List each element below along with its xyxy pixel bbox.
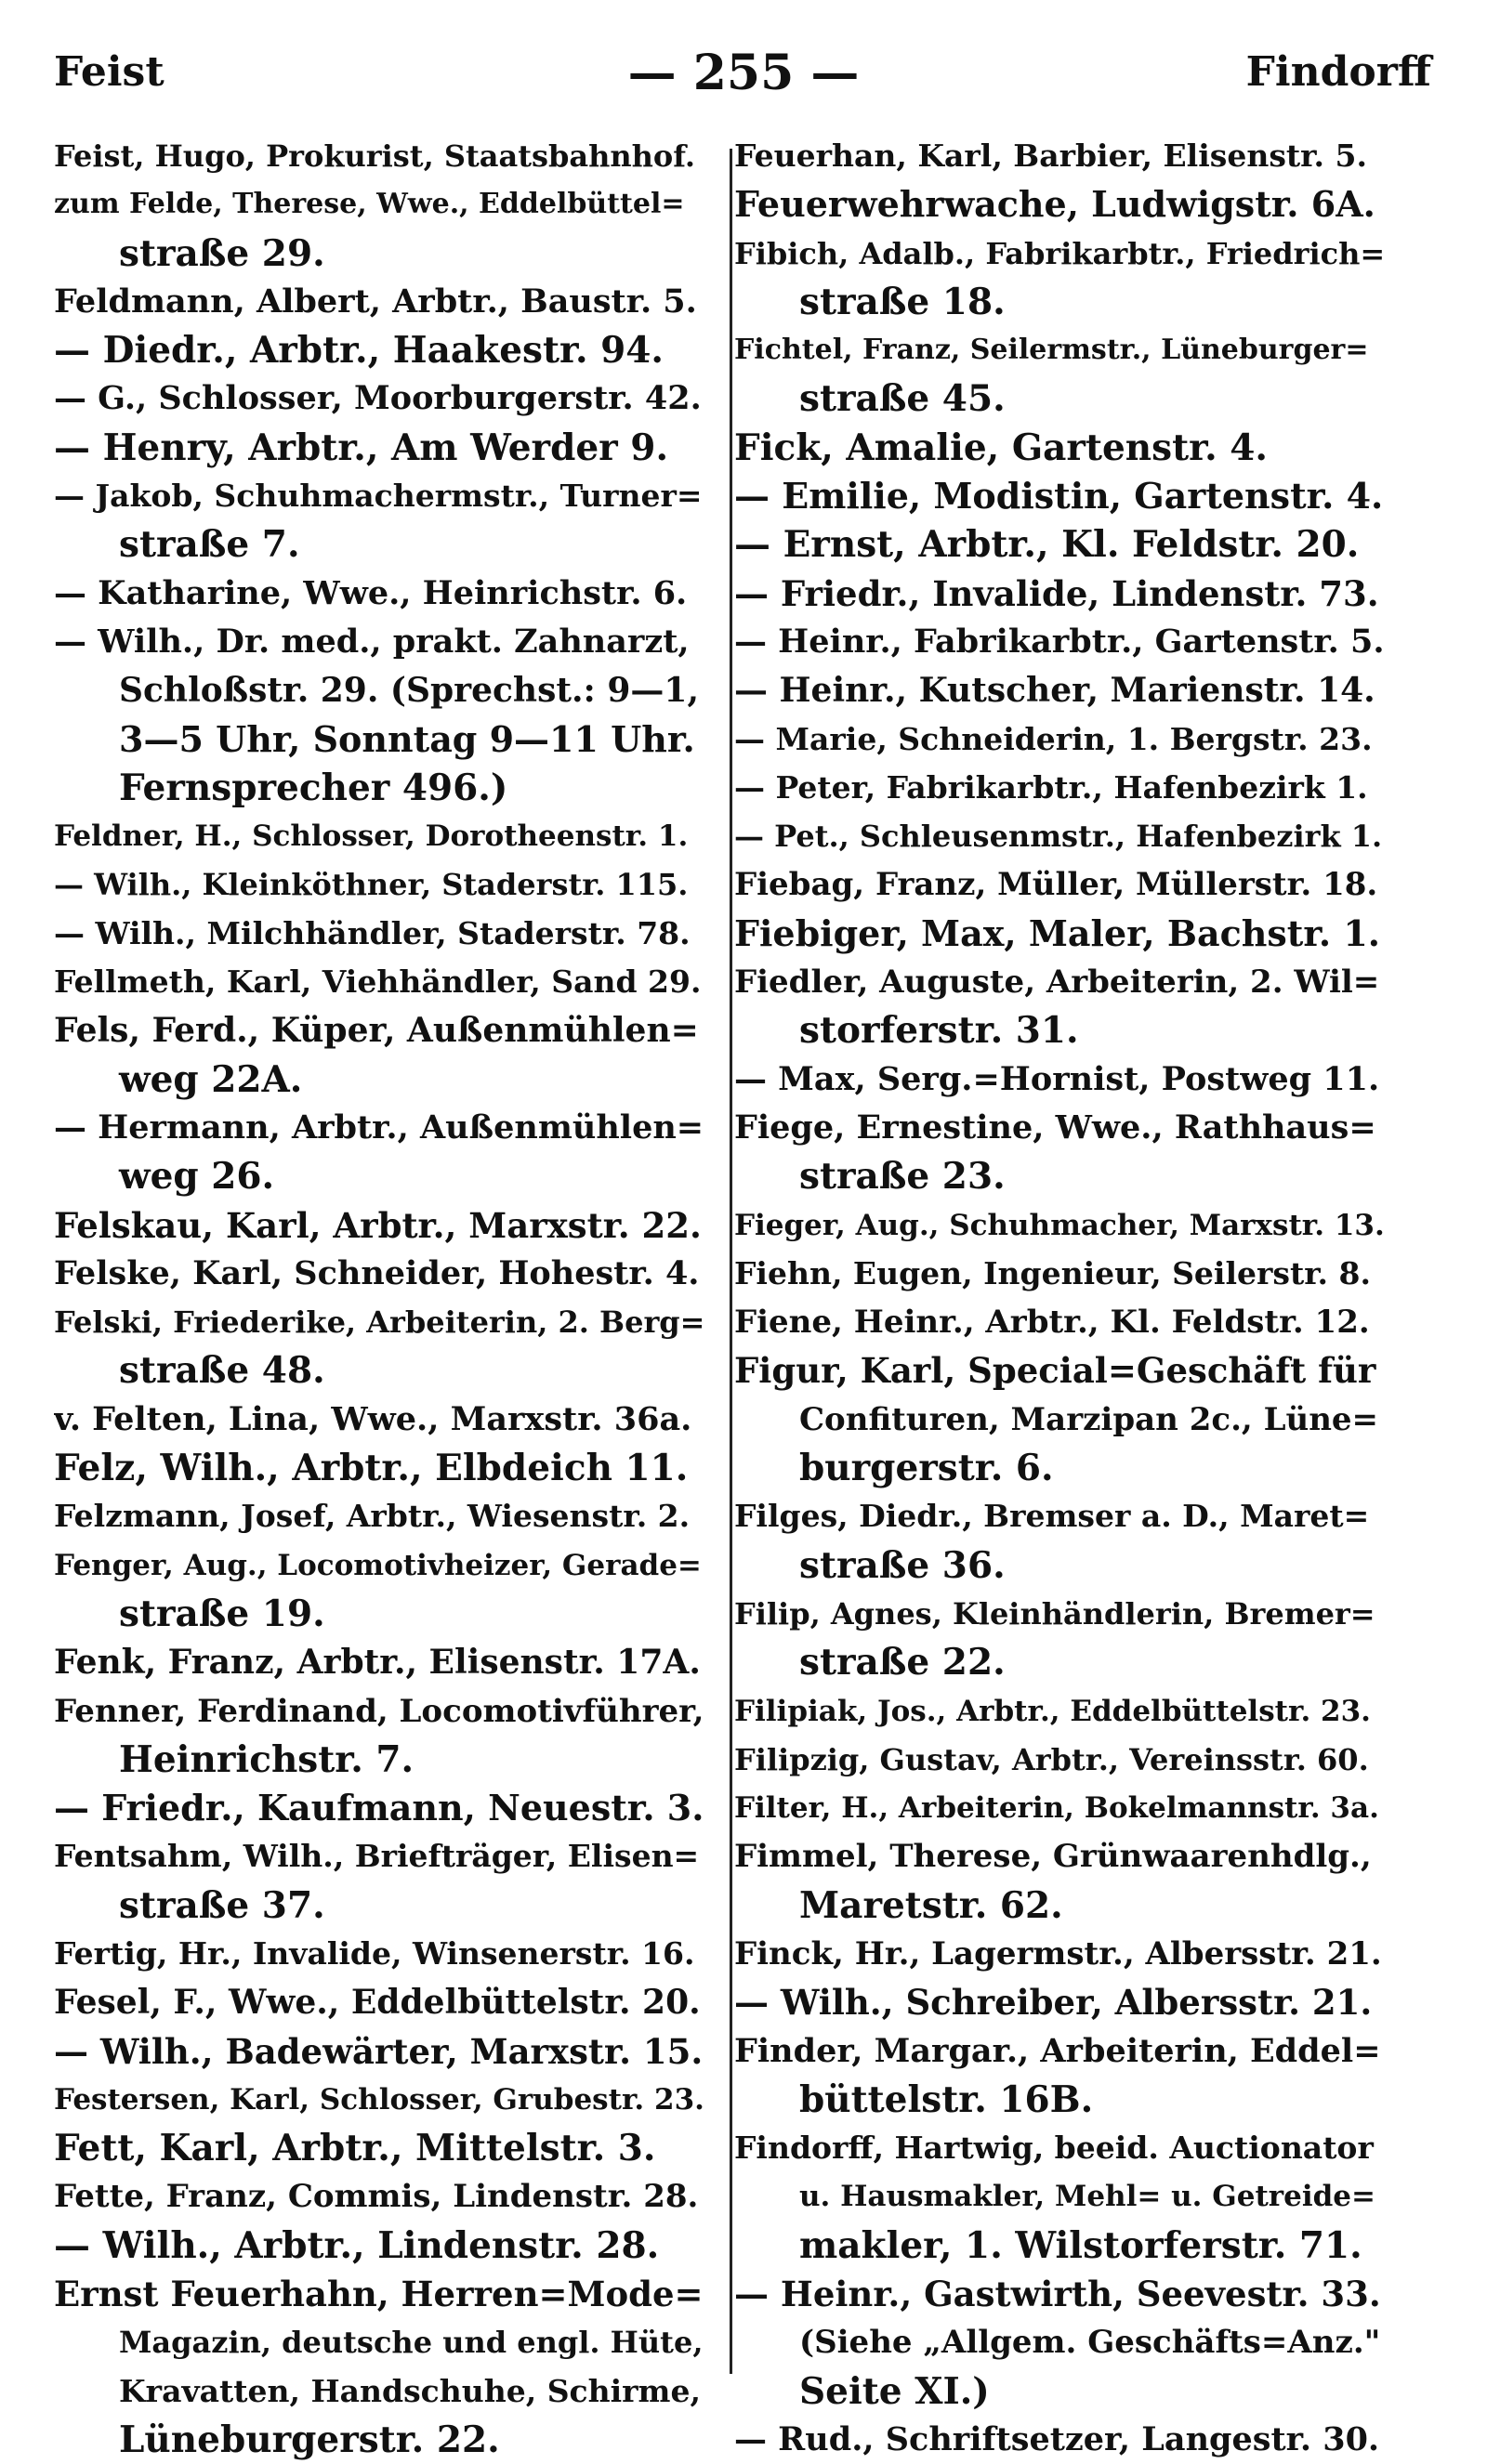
- directory-line: — Wilh., Milchhändler, Staderstr. 78.: [54, 914, 691, 951]
- directory-line: Fiehn, Eugen, Ingenieur, Seilerstr. 8.: [734, 1254, 1371, 1291]
- directory-line: Fiebag, Franz, Müller, Müllerstr. 18.: [734, 866, 1378, 904]
- directory-line: Fenk, Franz, Arbtr., Elisenstr. 17A.: [54, 1643, 701, 1683]
- directory-line: — Heinr., Fabrikarbtr., Gartenstr. 5.: [734, 622, 1385, 661]
- directory-line: Ernst Feuerhahn, Herren=Mode=: [54, 2274, 704, 2315]
- directory-line: Fibich, Adalb., Fabrikarbtr., Friedrich=: [734, 235, 1385, 271]
- directory-line: — Peter, Fabrikarbtr., Hafenbezirk 1.: [734, 768, 1368, 806]
- directory-line: storferstr. 31.: [799, 1009, 1079, 1053]
- directory-line: u. Hausmakler, Mehl= u. Getreide=: [799, 2180, 1375, 2214]
- directory-line: Lüneburgerstr. 22.: [119, 2418, 500, 2461]
- directory-line: — Hermann, Arbtr., Außenmühlen=: [54, 1107, 704, 1147]
- directory-line: Fett, Karl, Arbtr., Mittelstr. 3.: [54, 2127, 656, 2170]
- directory-line: (Siehe „Allgem. Geschäfts=Anz.": [799, 2324, 1381, 2362]
- directory-line: Figur, Karl, Special=Geschäft für: [734, 1350, 1376, 1392]
- directory-line: Fesel, F., Wwe., Eddelbüttelstr. 20.: [54, 1983, 701, 2023]
- directory-line: Findorff, Hartwig, beeid. Auctionator: [734, 2130, 1374, 2167]
- directory-line: — Wilh., Kleinköthner, Staderstr. 115.: [54, 867, 689, 903]
- directory-line: straße 18.: [799, 280, 1006, 323]
- directory-line: Filipzig, Gustav, Arbtr., Vereinsstr. 60.: [734, 1741, 1369, 1777]
- directory-line: v. Felten, Lina, Wwe., Marxstr. 36a.: [54, 1399, 692, 1438]
- directory-line: straße 29.: [119, 231, 325, 275]
- directory-line: burgerstr. 6.: [799, 1447, 1054, 1490]
- directory-line: — G., Schlosser, Moorburgerstr. 42.: [54, 379, 702, 418]
- directory-line: Heinrichstr. 7.: [119, 1737, 415, 1781]
- directory-line: weg 22A.: [119, 1057, 303, 1101]
- directory-line: Fichtel, Franz, Seilermstr., Lüneburger=: [734, 334, 1369, 367]
- directory-line: Filges, Diedr., Bremser a. D., Maret=: [734, 1498, 1370, 1535]
- directory-line: makler, 1. Wilstorferstr. 71.: [799, 2223, 1362, 2267]
- left-column: [54, 132, 704, 2464]
- directory-line: Festersen, Karl, Schlosser, Grubestr. 23.: [54, 2082, 704, 2117]
- directory-line: Fellmeth, Karl, Viehhändler, Sand 29.: [54, 963, 702, 1001]
- directory-line: — Jakob, Schuhmachermstr., Turner=: [54, 478, 703, 515]
- directory-line: straße 19.: [119, 1592, 325, 1635]
- directory-line: Felski, Friederike, Arbeiterin, 2. Berg=: [54, 1304, 704, 1341]
- directory-line: zum Felde, Therese, Wwe., Eddelbüttel=: [54, 188, 685, 221]
- directory-line: Feist, Hugo, Prokurist, Staatsbahnhof.: [54, 138, 696, 174]
- directory-line: Fiedler, Auguste, Arbeiterin, 2. Wil=: [734, 963, 1380, 1002]
- directory-line: Fentsahm, Wilh., Briefträger, Elisen=: [54, 1838, 700, 1875]
- directory-line: Felskau, Karl, Arbtr., Marxstr. 22.: [54, 1204, 702, 1246]
- directory-line: — Max, Serg.=Hornist, Postweg 11.: [734, 1059, 1380, 1098]
- page-number: — 255 —: [627, 45, 860, 101]
- directory-line: Fick, Amalie, Gartenstr. 4.: [734, 426, 1268, 469]
- directory-line: Confituren, Marzipan 2c., Lüne=: [799, 1400, 1379, 1438]
- directory-line: Fette, Franz, Commis, Lindenstr. 28.: [54, 2178, 699, 2216]
- directory-line: Feldmann, Albert, Arbtr., Baustr. 5.: [54, 282, 697, 321]
- directory-line: straße 37.: [119, 1883, 325, 1927]
- directory-line: Schloßstr. 29. (Sprechst.: 9—1,: [119, 671, 699, 711]
- directory-line: Fimmel, Therese, Grünwaarenhdlg.,: [734, 1838, 1372, 1876]
- directory-line: straße 36.: [799, 1543, 1006, 1587]
- column-divider: [730, 149, 732, 2374]
- directory-line: Felzmann, Josef, Arbtr., Wiesenstr. 2.: [54, 1498, 691, 1535]
- directory-line: — Wilh., Dr. med., prakt. Zahnarzt,: [54, 622, 690, 661]
- directory-line: Fernsprecher 496.): [119, 766, 508, 809]
- directory-line: Finder, Margar., Arbeiterin, Eddel=: [734, 2031, 1381, 2070]
- directory-line: Filip, Agnes, Kleinhändlerin, Bremer=: [734, 1595, 1375, 1632]
- directory-line: — Heinr., Kutscher, Marienstr. 14.: [734, 671, 1375, 711]
- directory-line: — Katharine, Wwe., Heinrichstr. 6.: [54, 573, 688, 612]
- directory-line: straße 23.: [799, 1155, 1006, 1199]
- header-right-keyword: Findorff: [1245, 48, 1431, 96]
- directory-line: Fenner, Ferdinand, Locomotivführer,: [54, 1692, 704, 1730]
- directory-line: Fertig, Hr., Invalide, Winsenerstr. 16.: [54, 1934, 695, 1972]
- directory-line: — Wilh., Schreiber, Albersstr. 21.: [734, 1982, 1373, 2024]
- directory-line: Fenger, Aug., Locomotivheizer, Gerade=: [54, 1548, 702, 1582]
- directory-line: Feuerhan, Karl, Barbier, Elisenstr. 5.: [734, 138, 1367, 174]
- right-column: [734, 132, 1385, 2464]
- directory-line: straße 7.: [119, 523, 300, 567]
- directory-line: Feuerwehrwache, Ludwigstr. 6A.: [734, 183, 1375, 226]
- header-left-keyword: Feist: [54, 48, 164, 96]
- directory-line: Kravatten, Handschuhe, Schirme,: [119, 2372, 701, 2409]
- directory-line: — Rud., Schriftsetzer, Langestr. 30.: [734, 2419, 1380, 2458]
- directory-line: Magazin, deutsche und engl. Hüte,: [119, 2325, 704, 2361]
- directory-line: straße 45.: [799, 377, 1006, 421]
- directory-line: Fiene, Heinr., Arbtr., Kl. Feldstr. 12.: [734, 1304, 1370, 1342]
- directory-line: — Friedr., Invalide, Lindenstr. 73.: [734, 572, 1379, 614]
- directory-line: straße 22.: [799, 1641, 1006, 1684]
- directory-line: — Wilh., Badewärter, Marxstr. 15.: [54, 2030, 704, 2072]
- page-header: [0, 0, 1487, 139]
- directory-line: Feldner, H., Schlosser, Dorotheenstr. 1.: [54, 819, 689, 854]
- directory-line: Fieger, Aug., Schuhmacher, Marxstr. 13.: [734, 1208, 1385, 1242]
- directory-line: — Heinr., Gastwirth, Seevestr. 33.: [734, 2274, 1381, 2315]
- directory-line: — Friedr., Kaufmann, Neuestr. 3.: [54, 1787, 704, 1829]
- directory-line: — Marie, Schneiderin, 1. Bergstr. 23.: [734, 720, 1373, 757]
- directory-line: büttelstr. 16B.: [799, 2077, 1094, 2121]
- directory-line: Filipiak, Jos., Arbtr., Eddelbüttelstr. 23.: [734, 1694, 1371, 1728]
- directory-line: Filter, H., Arbeiterin, Bokelmannstr. 3a.: [734, 1791, 1379, 1826]
- directory-line: 3—5 Uhr, Sonntag 9—11 Uhr.: [119, 717, 695, 760]
- directory-line: weg 26.: [119, 1155, 275, 1199]
- directory-line: Felz, Wilh., Arbtr., Elbdeich 11.: [54, 1447, 689, 1490]
- directory-line: — Wilh., Arbtr., Lindenstr. 28.: [54, 2223, 660, 2267]
- directory-line: — Ernst, Arbtr., Kl. Feldstr. 20.: [734, 523, 1360, 567]
- directory-line: Fiebiger, Max, Maler, Bachstr. 1.: [734, 911, 1380, 954]
- directory-line: — Diedr., Arbtr., Haakestr. 94.: [54, 329, 664, 373]
- directory-line: straße 48.: [119, 1349, 325, 1393]
- directory-line: — Emilie, Modistin, Gartenstr. 4.: [734, 475, 1384, 518]
- directory-line: Fels, Ferd., Küper, Außenmühlen=: [54, 1011, 699, 1051]
- directory-line: Maretstr. 62.: [799, 1883, 1063, 1927]
- directory-line: — Pet., Schleusenmstr., Hafenbezirk 1.: [734, 819, 1383, 855]
- directory-line: Seite XI.): [799, 2369, 990, 2413]
- directory-line: Fiege, Ernestine, Wwe., Rathhaus=: [734, 1107, 1376, 1147]
- directory-line: — Henry, Arbtr., Am Werder 9.: [54, 426, 669, 469]
- directory-line: Felske, Karl, Schneider, Hohestr. 4.: [54, 1253, 700, 1292]
- directory-line: Finck, Hr., Lagermstr., Albersstr. 21.: [734, 1934, 1382, 1973]
